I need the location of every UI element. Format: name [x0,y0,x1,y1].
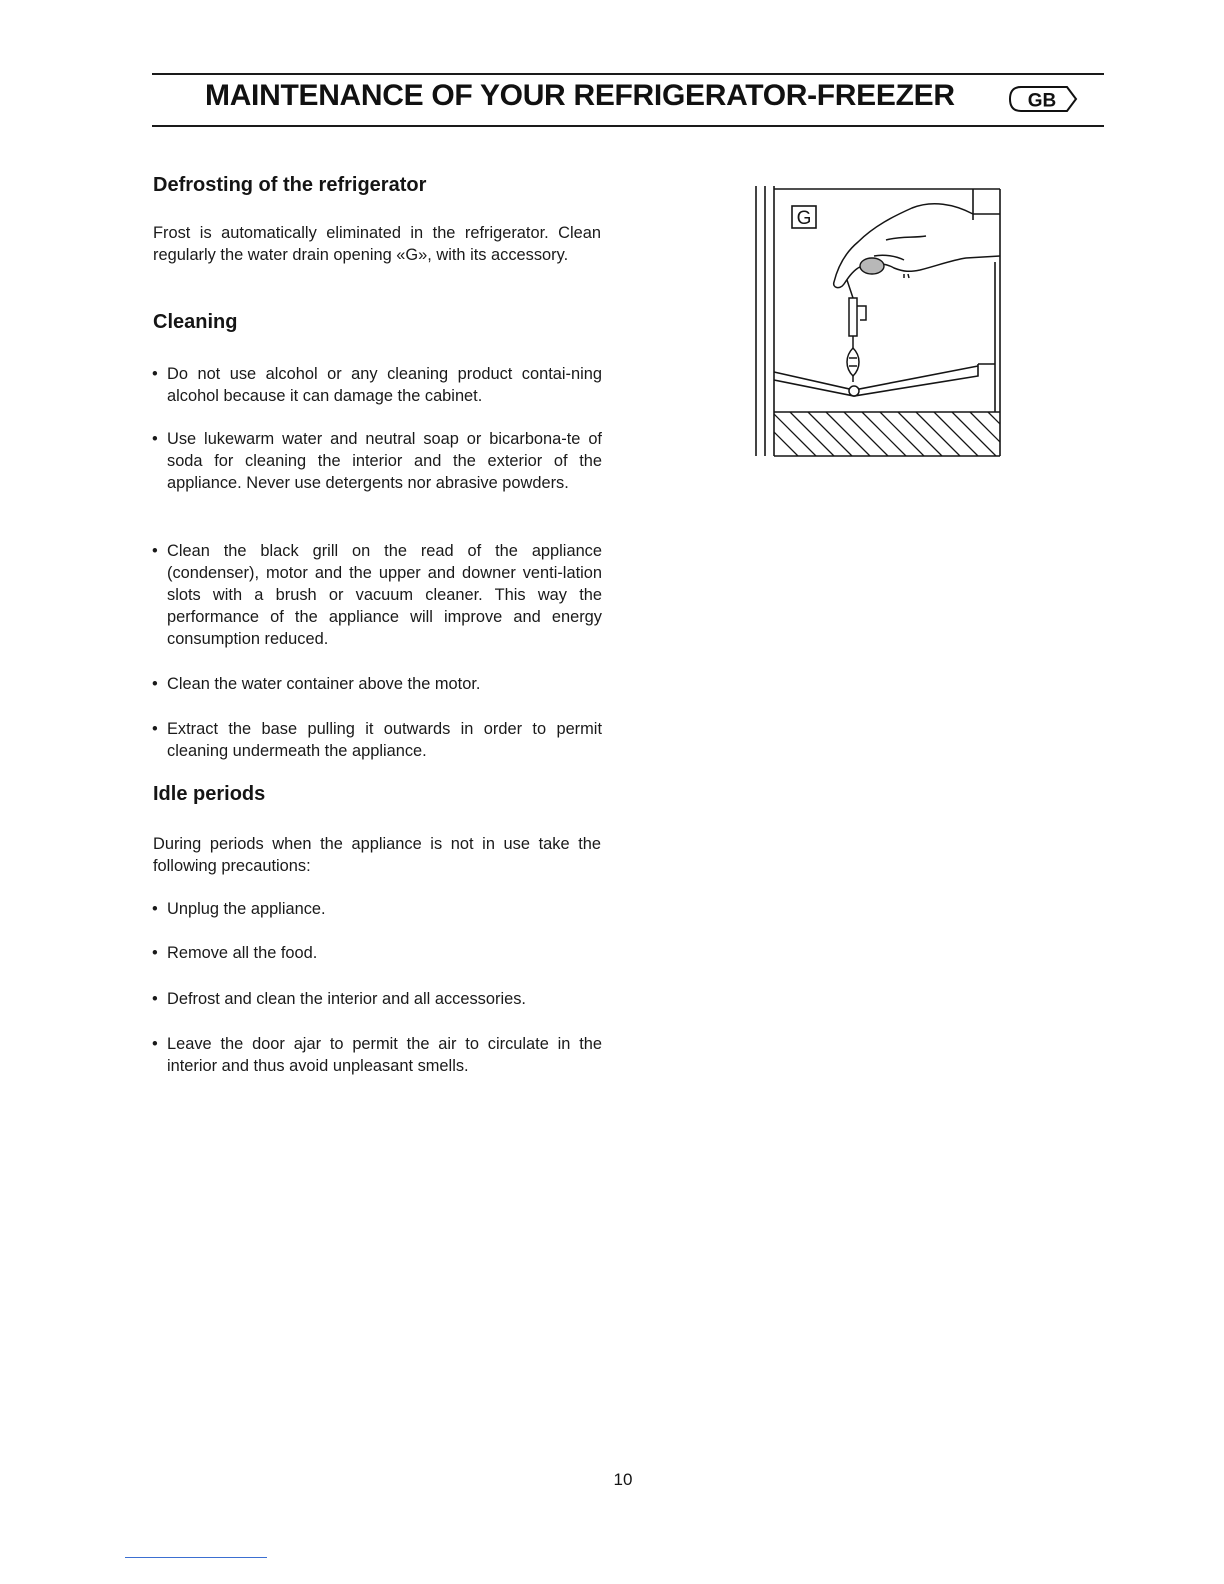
defrosting-heading: Defrosting of the refrigerator [153,174,427,196]
list-item [152,1033,602,1077]
list-item [152,942,602,964]
list-item [152,898,602,920]
footer-divider [125,1557,267,1558]
cleaning-heading: Cleaning [153,311,238,333]
list-item [152,988,602,1010]
bullet-dot: • [152,675,158,693]
bullet-dot: • [152,720,158,738]
page-number: 10 [613,1470,633,1489]
list-item-text: Clean the water container above the motor. [167,675,481,693]
page-title: MAINTENANCE OF YOUR REFRIGERATOR-FREEZER [205,79,955,112]
bullet-dot: • [152,900,158,918]
list-item-text: Leave the door ajar to permit the air to circulate in the interior and thus avoid unpleasant smells. [167,1035,602,1075]
bullet-dot: • [152,944,158,962]
header-rule-top [152,73,1104,75]
bullet-dot: • [152,542,158,560]
bullet-dot: • [152,365,158,383]
list-item [152,540,602,650]
list-item-text: Remove all the food. [167,944,318,962]
list-item-text: Do not use alcohol or any cleaning product contai-ning alcohol because it can damage the cabinet. [167,365,602,405]
idle-periods-paragraph: During periods when the appliance is not in use take the following precautions: [153,835,601,875]
list-item-text: Extract the base pulling it outwards in order to permit cleaning undermeath the appliance. [167,720,602,760]
list-item [152,718,602,762]
figure-label: G [796,208,812,229]
bullet-dot: • [152,1035,158,1053]
list-item [152,428,602,494]
list-item-text: Defrost and clean the interior and all accessories. [167,990,526,1008]
defrosting-paragraph: Frost is automatically eliminated in the refrigerator. Clean regularly the water drain opening «G», with its accessory. [153,224,601,264]
bullet-dot: • [152,990,158,1008]
drain-cleaning-figure [754,186,1004,458]
list-item [152,363,602,407]
idle-periods-heading: Idle periods [153,783,266,805]
list-item-text: Clean the black grill on the read of the appliance (condenser), motor and the upper and downer venti-lation slots with a brush or vacuum cleaner. This way the performance of the appliance will improve and energy consumption reduced. [167,542,602,648]
language-badge-label: GB [1027,90,1057,112]
list-item [152,673,602,695]
list-item-text: Unplug the appliance. [167,900,326,918]
header-rule-bottom [152,125,1104,127]
list-item-text: Use lukewarm water and neutral soap or bicarbona-te of soda for cleaning the interior and the exterior of the appliance. Never use detergents nor abrasive powders. [167,430,602,492]
bullet-dot: • [152,430,158,448]
language-badge [1007,84,1079,114]
drain-opening-illustration [754,186,1004,458]
